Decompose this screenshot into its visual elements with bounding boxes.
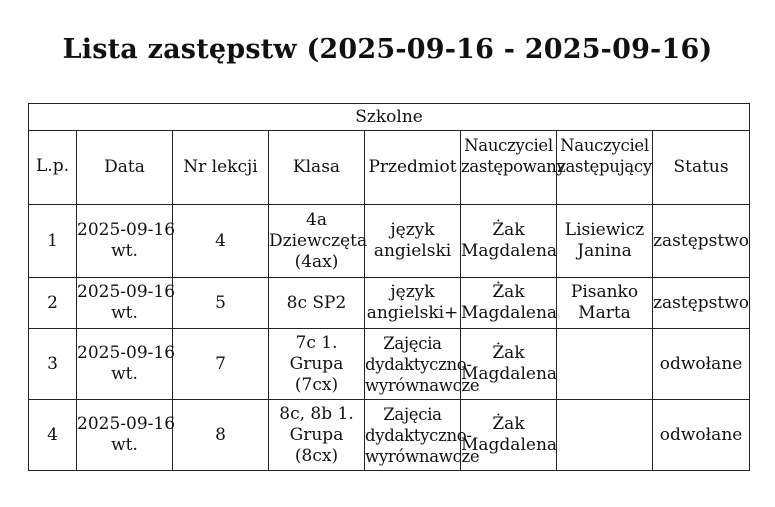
subject-line: wyrównawcze (365, 446, 480, 466)
class-line: Grupa (289, 424, 344, 445)
cell-lesson: 5 (173, 278, 269, 329)
class-line: Dziewczęta (269, 230, 368, 251)
cell-substitute-teacher (557, 329, 653, 400)
class-line: (8cx) (294, 445, 339, 466)
table-row (29, 329, 750, 400)
column-header-lesson: Nr lekcji (173, 131, 269, 205)
cell-lp: 4 (29, 400, 77, 471)
class-line: (7cx) (294, 374, 339, 395)
date-value: 2025-09-16 (77, 282, 176, 302)
cell-class (269, 278, 365, 329)
teacher-line: Magdalena (461, 303, 558, 323)
class-line: (4ax) (294, 251, 339, 272)
subject-line: dydaktyczno- (365, 354, 472, 374)
date-value: 2025-09-16 (77, 414, 176, 434)
table-header-row (29, 131, 750, 205)
column-header-status: Status (653, 131, 750, 205)
page-title: Lista zastępstw (2025-09-16 - 2025-09-16) (62, 34, 713, 65)
cell-lesson: 8 (173, 400, 269, 471)
teacher-line: Magdalena (461, 435, 558, 455)
substitutions-table (28, 103, 750, 471)
teacher-line: Żak (492, 282, 525, 302)
teacher-line: Magdalena (461, 241, 558, 261)
class-line: 8c SP2 (286, 292, 347, 313)
cell-subject (365, 205, 461, 278)
column-header-date: Data (77, 131, 173, 205)
table-row (29, 278, 750, 329)
teacher-line: Marta (578, 303, 631, 323)
cell-date (77, 329, 176, 400)
teacher-line: Żak (492, 343, 525, 363)
cell-date (77, 400, 176, 471)
cell-lp: 3 (29, 329, 77, 400)
weekday-value: wt. (111, 364, 138, 384)
teacher-line: Żak (492, 220, 525, 240)
weekday-value: wt. (111, 241, 138, 261)
cell-class (269, 329, 365, 400)
column-header-line: Nauczyciel (560, 135, 649, 155)
column-header-line: zastępujący (557, 156, 652, 176)
cell-substitute-teacher (557, 400, 653, 471)
subject-line: język (390, 282, 435, 302)
cell-status: odwołane (653, 400, 750, 471)
cell-lesson: 4 (173, 205, 269, 278)
column-header-line: zastępowany (461, 156, 566, 176)
cell-substitute-teacher (557, 278, 653, 329)
subject-line: dydaktyczno- (365, 425, 472, 445)
date-value: 2025-09-16 (77, 343, 176, 363)
column-header-replaced-teacher (461, 131, 566, 205)
cell-subject (365, 329, 480, 400)
section-header-row (29, 104, 750, 131)
subject-line: angielski+ (366, 303, 459, 323)
cell-replaced-teacher (461, 278, 557, 329)
cell-lp: 1 (29, 205, 77, 278)
column-header-lp (29, 131, 77, 205)
teacher-line: Żak (492, 414, 525, 434)
subject-line: język (390, 220, 435, 240)
weekday-value: wt. (111, 435, 138, 455)
teacher-line: Janina (577, 241, 632, 261)
cell-class (269, 205, 368, 278)
subject-line: wyrównawcze (365, 375, 480, 395)
cell-date (77, 278, 176, 329)
column-header-line: Nauczyciel (464, 135, 553, 155)
cell-status: odwołane (653, 329, 750, 400)
cell-lp: 2 (29, 278, 77, 329)
column-header-subject: Przedmiot (365, 131, 461, 205)
table-row (29, 205, 750, 278)
section-title: Szkolne (29, 104, 750, 131)
date-value: 2025-09-16 (77, 220, 176, 240)
class-line: Grupa (289, 353, 344, 374)
column-header-class: Klasa (269, 131, 365, 205)
cell-replaced-teacher (461, 205, 557, 278)
class-line: 8c, 8b 1. (279, 403, 354, 424)
teacher-line: Pisanko (570, 282, 639, 302)
teacher-line: Magdalena (461, 364, 558, 384)
cell-substitute-teacher (557, 205, 653, 278)
column-header-substitute-teacher (557, 131, 653, 205)
cell-date (77, 205, 176, 278)
subject-line: Zajęcia (383, 333, 442, 353)
table-row (29, 400, 750, 471)
cell-subject (365, 400, 480, 471)
teacher-line: Lisiewicz (564, 220, 645, 240)
class-line: 4a (306, 209, 327, 230)
cell-status: zastępstwo (653, 205, 750, 278)
subject-line: Zajęcia (383, 404, 442, 424)
cell-status: zastępstwo (653, 278, 750, 329)
weekday-value: wt. (111, 303, 138, 323)
cell-class (269, 400, 365, 471)
class-line: 7c 1. (295, 332, 338, 353)
cell-subject (365, 278, 461, 329)
subject-line: angielski (373, 241, 452, 261)
column-header-label: L.p. (36, 156, 69, 176)
cell-lesson: 7 (173, 329, 269, 400)
